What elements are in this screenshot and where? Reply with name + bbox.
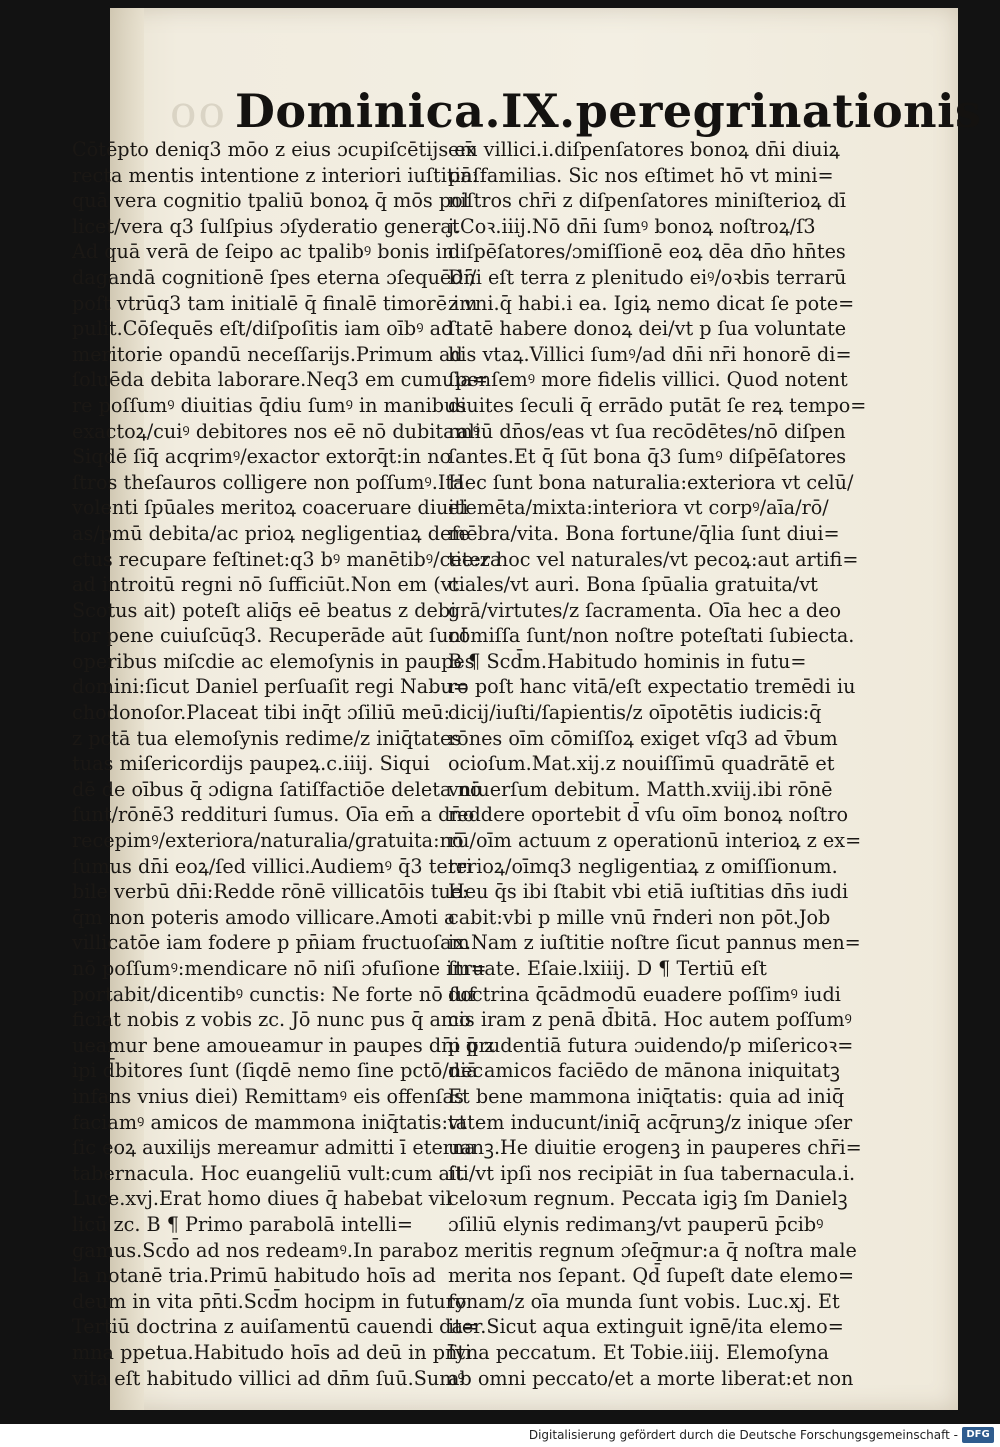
text-line: ad introitū regni nō ſufficiūt.Non em (vt: [72, 573, 460, 597]
text-line: domini:ſicut Daniel perſuaſit regi Nabu=: [72, 675, 469, 699]
text-line: ſumus dn̄i eoꝝ/ſed villici.Audiemꝰ q̄3 terri: [72, 854, 473, 878]
text-line: ſtruate. Eſaie.lxiiij. D ¶ Tertiū eſt: [448, 957, 767, 980]
text-line: dagandā cognitionē ſpes eterna ɔſequēdi/: [72, 265, 477, 289]
text-line: volenti ſpūales meritoꝝ coaceruare diuiti: [72, 496, 469, 520]
text-line: ɔſiliū elynis redimanꝫ/vt pauperū p̄cibꝰ: [448, 1212, 824, 1236]
text-line: ix.Nam z iuſtitie noſtre ſicut pannus men=: [448, 931, 861, 955]
text-line: poſt vtrūq3 tam initialē q̄ finalē timorē im: [72, 291, 478, 315]
text-line: j.Coꝛ.iiij.Nō dn̄i ſumꝰ bonoꝝ noſtroꝝ/ſ3: [448, 214, 816, 238]
text-line: licū zc. B ¶ Primo parabolā intelli=: [72, 1212, 413, 1236]
text-line: tie:z hoc vel naturales/vt pecoꝝ:aut artifi=: [448, 547, 859, 571]
text-line: ſic eoꝝ auxilijs mereamur admitti ī eterna: [72, 1136, 476, 1160]
text-line: ciales/vt auri. Bona ſpūalia gratuita/vt: [448, 573, 818, 597]
text-line: tatem inducunt/iniq̄ acq̄runꝫ/z inique ɔſer: [448, 1110, 853, 1134]
text-line: infans vnius diei) Remittamꝰ eis offenſas: [72, 1084, 464, 1108]
text-line: pn̄ſfamilias. Sic nos eſtimet hō vt mini=: [448, 163, 834, 187]
text-line: Ad quā verā de ſeipo ac tpalibꝰ bonis in: [72, 240, 455, 264]
text-line: Tertiū doctrina z auiſamentū cauendi da=: [72, 1315, 479, 1339]
text-line: ocioſum.Mat.xij.z nouiſſimū quadrātē et: [448, 752, 835, 776]
text-line: Et bene mammona iniq̄tatis: quia ad iniq̄: [448, 1084, 845, 1108]
text-line: re poſſumꝰ diuitias q̄diu ſumꝰ in manibus: [72, 393, 467, 417]
text-line: dicij/iuſti/ſapientis/z oīpotētis iudicis:q̄: [448, 701, 822, 725]
text-column-right: [448, 137, 867, 1391]
text-line: uanꝫ.He diuitie erogenꝫ in pauperes chr̄i=: [448, 1136, 862, 1160]
text-line: as/pmū debita/ac prioꝝ negligentiaꝝ defe: [72, 521, 470, 545]
text-line: cabit:vbi p mille vnū r̄nderi non pōt.Job: [448, 905, 831, 929]
text-line: cis iram z penā d̄bitā. Hoc autem poſſumꝰ: [448, 1008, 852, 1032]
text-line: his vtaꝝ.Villici ſumꝰ/ad dn̄i nr̄i honorē di=: [448, 342, 852, 366]
text-line: quā vera cognitio tpaliū bonoꝝ q̄ mōs pol: [72, 189, 469, 213]
text-line: elemēta/mixta:interiora vt corpꝰ/aīa/rō/: [448, 496, 829, 520]
text-line: faciamꝰ amicos de mammona iniq̄tatis:vt: [72, 1110, 467, 1134]
text-line: z meritis regnum ɔſeq̄mur:a q̄ noſtra male: [448, 1238, 857, 1262]
text-line: ſunt/rōnē3 reddituri ſumus. Oīa em̄ a dn̄o: [72, 803, 475, 827]
text-line: diā amicos faciēdo de mānona iniquitatꝫ: [448, 1059, 840, 1083]
text-line: recta mentis intentione z interiori iuſtitia:: [72, 163, 479, 187]
text-line: ſynam/z oīa munda ſunt vobis. Luc.xj. Et: [448, 1289, 840, 1313]
text-line: merita nos ſepant. Qd̄ ſupeſt date elemo=: [448, 1264, 855, 1288]
text-line: Cōtēpto deniq3 mōo z eius ɔcupiſcētijs ex: [72, 138, 477, 161]
text-line: z pctā tua elemoſynis redime/z iniq̄tates: [72, 726, 462, 750]
text-line: gamus.Scd̄o ad nos redeamꝰ.In parabo: [72, 1238, 448, 1262]
text-line: z vni.q̄ habi.i ea. Igiꝝ nemo dicat ſe pote=: [448, 291, 855, 315]
text-line: ſyna peccatum. Et Tobie.iiij. Elemoſyna: [448, 1340, 829, 1364]
text-line: ſtatē habere donoꝝ dei/vt p ſua voluntate: [448, 317, 847, 341]
text-line: ab omni peccato/et a morte liberat:et non: [448, 1366, 854, 1390]
text-line: Hec ſunt bona naturalia:exteriora vt celū/: [448, 470, 854, 494]
text-line: ſantes.Et q̄ ſūt bona q̄3 ſumꝰ diſpēſatores: [448, 445, 847, 469]
funding-credit: Digitalisierung gefördert durch die Deutsche Forschungsgemeinschaft -: [528, 1428, 958, 1442]
text-line: reddere oportebit d̄ vſu oīm bonoꝝ noſtro: [448, 803, 849, 827]
text-line: q̄m non poteris amodo villicare.Amoti a: [72, 905, 456, 929]
text-line: vita eſt habitudo villici ad dn̄m ſuū.Sumꝰ: [72, 1366, 465, 1390]
text-line: villicatōe iam fodere p pn̄iam fructuoſam: [72, 931, 470, 955]
text-line: ctus recupare feſtinet:q3 bꝰ manētibꝰ/cetera: [72, 547, 502, 571]
text-line: ſoluēda debita laborare.Neq3 em cumula=: [72, 368, 488, 392]
text-line: raliū dn̄os/eas vt ſua recōdētes/nō diſpen: [448, 419, 846, 443]
text-line: bile verbū dn̄i:Redde rōnē villicatōis tue:: [72, 880, 469, 904]
text-line: Siqdē ſiq̄ acqrimꝰ/exactor extorq̄t:in no: [72, 445, 452, 469]
text-line: p prudentiā futura ɔuidendo/p miſericoꝛ=: [448, 1033, 854, 1057]
text-line: rōnes oīm cōmiſſoꝝ exiget vſq3 ad v̄bum: [448, 726, 838, 750]
text-line: diuites ſeculi q̄ errādo putāt ſe reꝝ tempo=: [448, 393, 867, 417]
text-line: em̄ villici.i.diſpenſatores bonoꝝ dn̄i diuiꝝ: [448, 138, 840, 161]
text-line: ſtros theſauros colligere non poſſumꝰ.Ita: [72, 470, 465, 494]
text-line: iter.Sicut aqua extinguit ignē/ita elemo=: [448, 1315, 844, 1339]
text-line: tuas miſericordijs paupeꝝ.c.iiij. Siqui: [72, 752, 430, 776]
text-line: portabit/dicentibꝰ cunctis: Ne forte nō ſuf: [72, 982, 476, 1006]
text-line: Scotus ait) poteſt aliq̄s eē beatus z debi: [72, 598, 457, 622]
text-line: ueamur bene amoueamur in paupes dn̄i q̄ z: [72, 1033, 495, 1057]
text-line: mēbra/vita. Bona fortune/q̄lia ſunt diui=: [448, 521, 840, 545]
text-line: recepimꝰ/exteriora/naturalia/gratuita:nō: [72, 829, 464, 853]
text-line: ſti/vt ipſi nos recipiāt in ſua tabernacula.i.: [448, 1161, 856, 1185]
text-column-left: [72, 137, 502, 1391]
text-line: diſpēſatores/ɔmiſſionē eoꝝ dēa dn̄o hn̄tes: [448, 240, 846, 264]
text-line: la notanē tria.Primū habitudo hoīs ad: [72, 1264, 436, 1288]
digitization-footer: [0, 1424, 1000, 1447]
text-line: meritorie opandū neceſſarijs.Primum ad: [72, 342, 463, 366]
text-line: exactoꝝ/cuiꝰ debitores nos eē nō dubitamꝰ: [72, 419, 481, 443]
text-line: Luce.xvj.Erat homo diues q̄ habebat vil: [72, 1187, 452, 1211]
text-line: pulit.Cōſequēs eſt/diſpoſitis iam oībꝰ ad: [72, 317, 454, 341]
text-line: licet/vera q3 ſulſpius ɔſyderatio generat: [72, 214, 460, 238]
text-line: Dn̄i eſt terra z plenitudo eiꝰ/oꝛbis terrarū: [448, 265, 847, 289]
text-line: terioꝝ/oīmq3 negligentiaꝝ z omiſſionum.: [448, 854, 838, 878]
text-line: rū/oīm actuum z operationū interioꝝ z ex=: [448, 829, 862, 853]
text-line: tabernacula. Hoc euangeliū vult:cum ait: [72, 1161, 464, 1185]
text-line: deum in vita pn̄ti.Scd̄m hocipm in futuro: [72, 1289, 467, 1313]
text-line: doctrina q̄cādmodū euadere poſſimꝰ iudi: [448, 982, 841, 1006]
show-through-text: oo: [170, 87, 227, 138]
text-line: B ¶ Scd̄m.Habitudo hominis in futu=: [448, 649, 807, 673]
text-line: ipi d̄bitores ſunt (ſiqdē nemo ſine pctō/nec: [72, 1059, 484, 1083]
text-line: celoꝛum regnum. Peccata igiꝫ ſm Danielꝫ: [448, 1187, 848, 1211]
text-line: grā/virtutes/z ſacramenta. Oīa hec a deo: [448, 598, 842, 622]
text-line: chodonoſor.Placeat tibi inq̄t ɔſiliū meū:: [72, 701, 451, 725]
text-line: ro poſt hanc vitā/eſt expectatio tremēdi iu: [448, 675, 856, 699]
text-line: dē de oībus q̄ ɔdigna ſatiſfactiōe deleta nō: [72, 777, 482, 801]
text-line: mna ppetua.Habitudo hoīs ad deū in pn̄ti: [72, 1340, 472, 1364]
dfg-logo[interactable]: DFG: [962, 1427, 994, 1443]
text-line: operibus miſcdie ac elemoſynis in paupes: [72, 649, 475, 673]
text-line: ſpenſemꝰ more fidelis villici. Quod notent: [448, 368, 848, 392]
text-line: vniuerſum debitum. Matth.xviij.ibi rōnē: [448, 777, 833, 801]
text-line: ficiat nobis z vobis zc. Jō nunc pus q̄ amo: [72, 1008, 471, 1032]
text-line: Heu q̄s ibi ſtabit vbi etiā iuſtitias dn̄s iudi: [448, 880, 849, 904]
text-line: tor pene cuiuſcūq3. Recuperāde aūt ſunt: [72, 624, 469, 648]
text-line: cōmiſſa ſunt/non noſtre poteſtati ſubiecta.: [448, 624, 855, 648]
page-title: Dominica.IX.peregrinationis: [234, 84, 982, 138]
text-line: nō poſſumꝰ:mendicare nō niſi ɔfuſione im=: [72, 957, 487, 980]
text-line: niſtros chr̄i z diſpenſatores miniſterioꝝ dī: [448, 189, 846, 213]
